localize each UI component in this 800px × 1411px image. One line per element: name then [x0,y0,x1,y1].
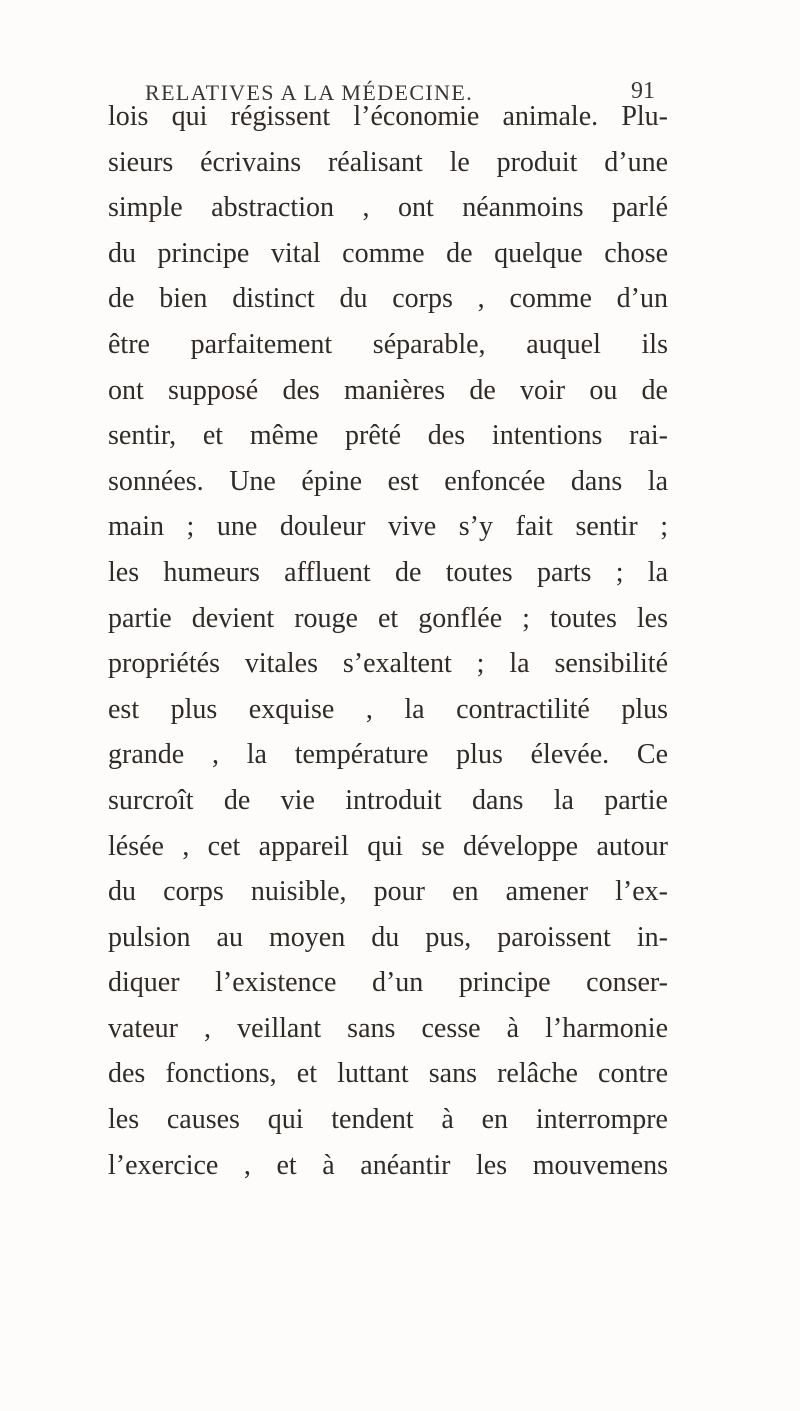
text-line: pulsion au moyen du pus, paroissent in- [108,921,668,953]
text-line: de bien distinct du corps , comme d’un [108,283,668,315]
text-line: main ; une douleur vive s’y fait sentir ; [108,511,668,543]
text-line: les causes qui tendent à en interrompre [108,1104,668,1136]
text-line: diquer l’existence d’un principe conser- [108,967,668,999]
body-text [108,94,668,1188]
text-line: surcroît de vie introduit dans la partie [108,784,668,816]
text-line: l’exercice , et à anéantir les mouvemens [108,1149,668,1181]
text-line: des fonctions, et luttant sans relâche contre [108,1058,668,1090]
text-line: sieurs écrivains réalisant le produit d’une [108,146,668,178]
text-line: partie devient rouge et gonflée ; toutes les [108,602,668,634]
text-line: grande , la température plus élevée. Ce [108,739,668,771]
page-number: 91 [631,78,655,104]
text-line: les humeurs affluent de toutes parts ; la [108,556,668,588]
text-line: du corps nuisible, pour en amener l’ex- [108,876,668,908]
text-line: ont supposé des manières de voir ou de [108,374,668,406]
text-line: vateur , veillant sans cesse à l’harmonie [108,1012,668,1044]
text-line: est plus exquise , la contractilité plus [108,693,668,725]
text-line: lois qui régissent l’économie animale. Plu- [108,101,668,132]
text-line: lésée , cet appareil qui se développe autour [108,830,668,862]
text-line: être parfaitement séparable, auquel ils [108,328,668,360]
text-line: simple abstraction , ont néanmoins parlé [108,192,668,224]
text-line: sonnées. Une épine est enfoncée dans la [108,465,668,497]
text-line: du principe vital comme de quelque chose [108,237,668,269]
running-title: RELATIVES A LA MÉDECINE. [145,80,474,105]
text-line: propriétés vitales s’exaltent ; la sensibilité [108,648,668,680]
text-line: sentir, et même prêté des intentions rai- [108,420,668,452]
